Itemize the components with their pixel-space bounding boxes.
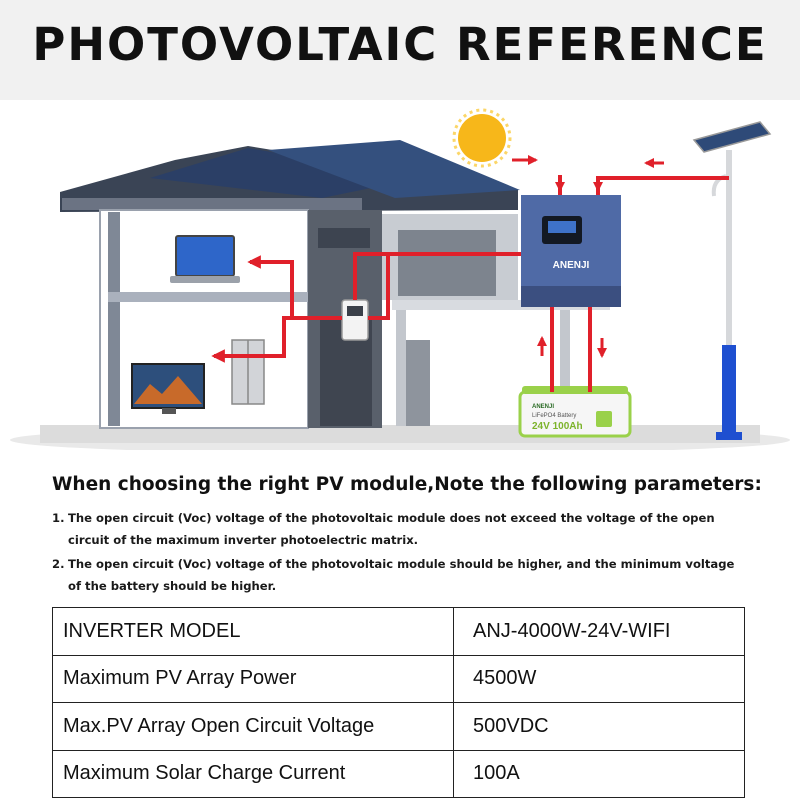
inverter [521,195,621,307]
spec-value: 4500W [454,655,745,703]
sun-icon [454,110,510,166]
battery-brand: ANENJI [532,404,555,410]
note-text-line1: The open circuit (Voc) voltage of the photovoltaic module does not exceed the voltage of the open [68,511,715,525]
note-text-line2: circuit of the maximum inverter photoelectric matrix. [68,533,419,547]
battery-rating: 24V 100Ah [532,421,583,432]
table-row [53,703,745,751]
inverter-brand: ANENJI [552,260,590,271]
spec-label: Maximum Solar Charge Current [53,750,454,798]
spec-label: Max.PV Array Open Circuit Voltage [53,703,454,751]
note-item-2 [52,553,772,597]
spec-value: 500VDC [454,703,745,751]
parameters-heading: When choosing the right PV module,Note the following parameters: [52,474,762,495]
spec-label: INVERTER MODEL [53,608,454,656]
note-text-line2: of the battery should be higher. [68,579,277,593]
table-row [53,608,745,656]
battery-type: LiFePO4 Battery [532,413,577,419]
table-row [53,655,745,703]
solar-system-illustration [0,100,800,450]
solar-street-light [694,122,770,440]
battery [520,386,630,436]
page-title: PHOTOVOLTAIC REFERENCE [32,18,768,71]
spec-label: Maximum PV Array Power [53,655,454,703]
header-banner [0,0,800,100]
spec-table [52,607,745,798]
note-number: 1. [52,511,65,525]
table-row [53,750,745,798]
spec-value: 100A [454,750,745,798]
note-item-1 [52,507,772,551]
charge-controller-icon [342,300,368,340]
fridge-icon [232,340,264,404]
spec-value: ANJ-4000W-24V-WIFI [454,608,745,656]
tv-icon [132,364,204,414]
note-text-line1: The open circuit (Voc) voltage of the photovoltaic module should be higher, and the minimum voltage [68,557,735,571]
note-number: 2. [52,557,65,571]
laptop-icon [170,236,240,283]
